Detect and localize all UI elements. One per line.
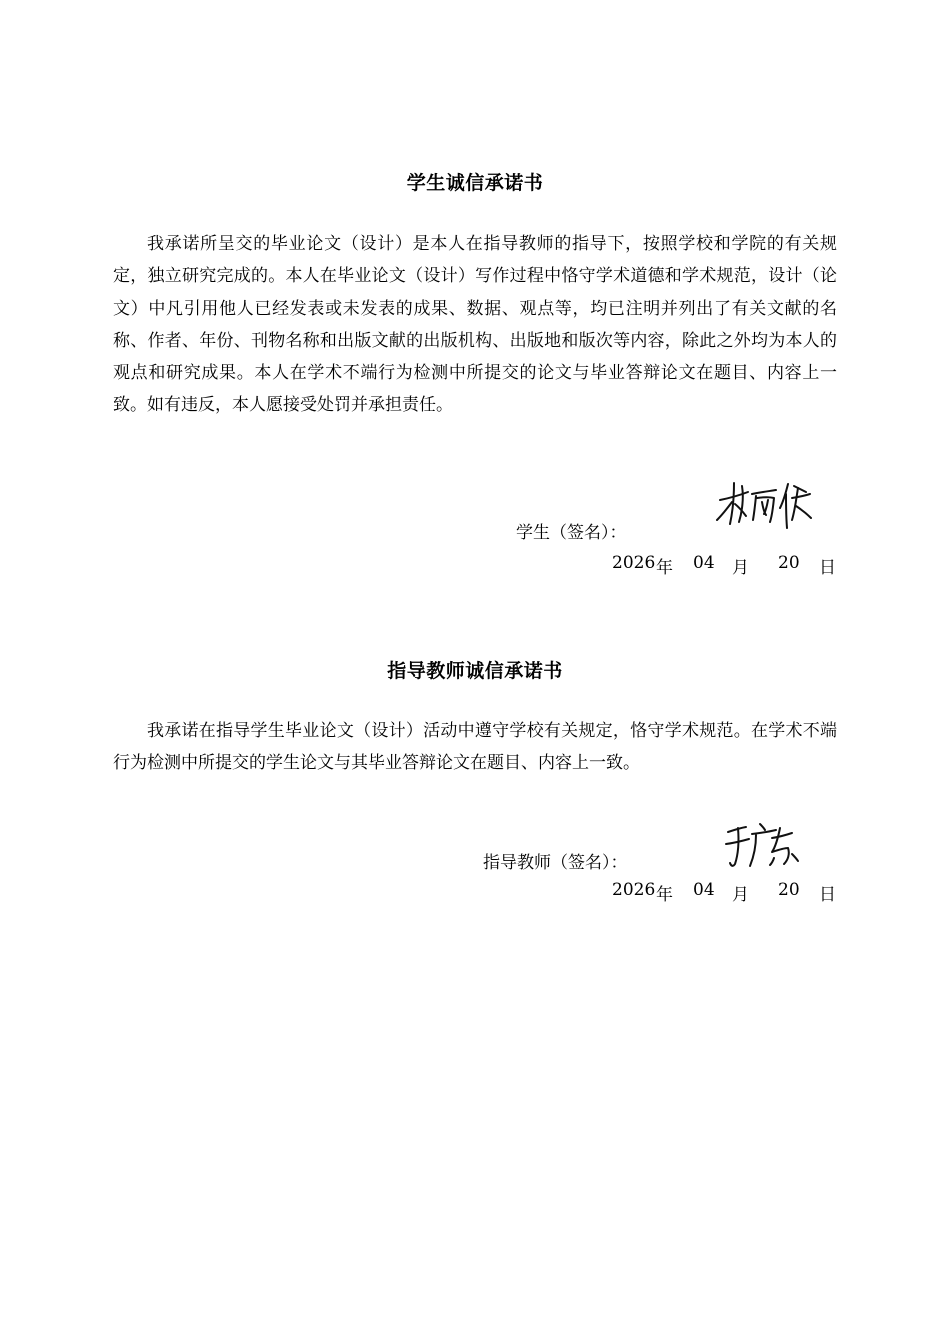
teacher-date-day-unit: 日 xyxy=(819,885,836,905)
student-signature-label: 学生（签名）： xyxy=(516,523,627,543)
teacher-pledge-title: 指导教师诚信承诺书 xyxy=(387,660,563,682)
student-pledge-title: 学生诚信承诺书 xyxy=(406,172,544,194)
student-pledge-paragraph: 我承诺所呈交的毕业论文（设计）是本人在指导教师的指导下，按照学校和学院的有关规定，独立研究完成的。本人在毕业论文（设计）写作过程中恪守学术道德和学术规范，设计（论文）中凡引用他人已经发表或未发表的成果、数据、观点等，均已注明并列出了有关文献的名称、作者、年份、刊物名称和出版文献的出版机构、出版地和版次等内容，除此之外均为本人的观点和研究成果。本人在学术不端行为检测中所提交的论文与毕业答辩论文在题目、内容上一致。如有违反，本人愿接受处罚并承担责任。 xyxy=(113,234,837,416)
student-date-year: 2026 xyxy=(612,553,656,573)
student-date-day: 20 xyxy=(778,553,800,573)
student-date-year-unit: 年 xyxy=(656,558,673,578)
teacher-date-year: 2026 xyxy=(612,880,656,900)
teacher-signature-date xyxy=(612,880,842,904)
teacher-date-year-unit: 年 xyxy=(656,885,673,905)
student-signature-date xyxy=(612,553,842,577)
student-date-month: 04 xyxy=(693,553,715,573)
student-date-day-unit: 日 xyxy=(819,558,836,578)
teacher-date-month-unit: 月 xyxy=(732,885,749,905)
teacher-date-day: 20 xyxy=(778,880,800,900)
teacher-handwritten-signature xyxy=(722,818,802,874)
teacher-date-month: 04 xyxy=(693,880,715,900)
teacher-pledge-paragraph: 我承诺在指导学生毕业论文（设计）活动中遵守学校有关规定，恪守学术规范。在学术不端行为检测中所提交的学生论文与其毕业答辩论文在题目、内容上一致。 xyxy=(113,721,837,774)
teacher-signature-label: 指导教师（签名）： xyxy=(483,853,628,873)
student-handwritten-signature xyxy=(712,478,816,534)
student-date-month-unit: 月 xyxy=(732,558,749,578)
